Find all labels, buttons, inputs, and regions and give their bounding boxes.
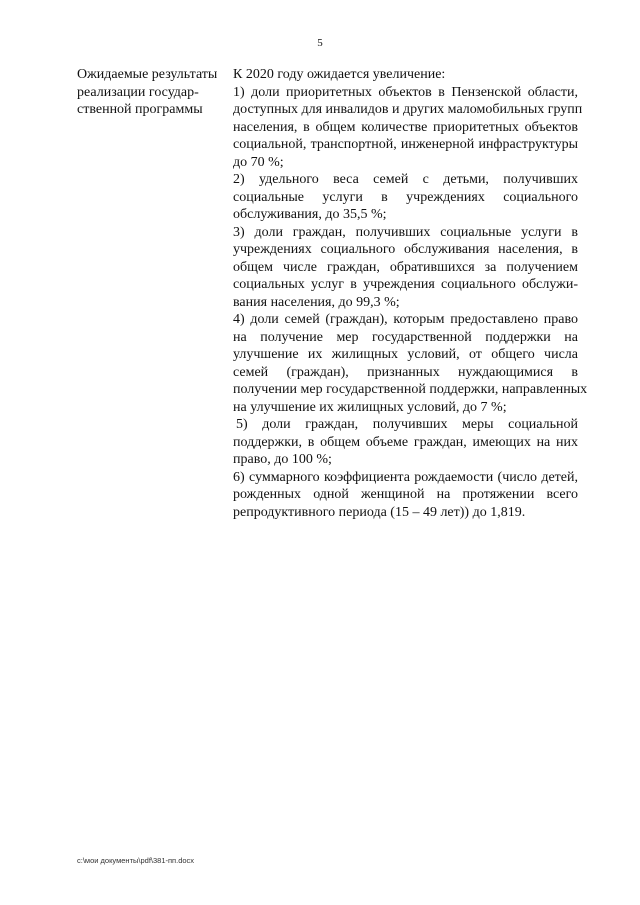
item-5-line: поддержки, в общем объеме граждан, имеющих на них bbox=[233, 434, 578, 450]
footer-file-path: c:\мои документы\pdf\381-пп.docx bbox=[77, 856, 195, 865]
item-2-line: 2) удельного веса семей с детьми, получивших bbox=[233, 172, 578, 187]
row-label-line: реализации государ- bbox=[77, 84, 199, 100]
item-3-line: социальных услуг в учреждения социального обслужи- bbox=[233, 277, 578, 292]
item-3-line: учреждениях социального обслуживания населения, в bbox=[233, 242, 578, 257]
row-label-line: Ожидаемые результаты bbox=[77, 67, 218, 82]
page-number: 5 bbox=[317, 37, 323, 49]
item-1-line: доступных для инвалидов и других маломобильных групп bbox=[233, 102, 583, 117]
item-4-line: семей (граждан), признанных нуждающимися в bbox=[233, 364, 578, 380]
item-1-line: до 70 %; bbox=[233, 154, 284, 170]
item-4-line: 4) доли семей (граждан), которым предоставлено право bbox=[233, 312, 578, 327]
item-6-line: 6) суммарного коэффициента рождаемости (число детей, bbox=[233, 469, 578, 485]
item-4-line: улучшение их жилищных условий, от общего числа bbox=[233, 347, 578, 362]
item-1-line: населения, в общем количестве приоритетных объектов bbox=[233, 119, 578, 135]
item-2-line: обслуживания, до 35,5 %; bbox=[233, 207, 387, 222]
item-4-line: на получение мер государственной поддержки на bbox=[233, 329, 578, 345]
item-3-line: 3) доли граждан, получивших социальные услуги в bbox=[233, 224, 578, 240]
item-3-line: вания населения, до 99,3 %; bbox=[233, 294, 400, 310]
item-1-line: 1) доли приоритетных объектов в Пензенской области, bbox=[233, 84, 578, 100]
row-content bbox=[233, 66, 588, 521]
item-4-line: получении мер государственной поддержки, направленных bbox=[233, 382, 588, 397]
row-label-line: ственной программы bbox=[77, 102, 203, 117]
item-6-line: репродуктивного периода (15 – 49 лет)) до 1,819. bbox=[233, 504, 526, 520]
row-label bbox=[77, 66, 222, 119]
item-4-line: на улучшение их жилищных условий, до 7 %; bbox=[233, 399, 507, 415]
item-5-line: право, до 100 %; bbox=[233, 452, 332, 467]
item-1-line: социальной, транспортной, инженерной инфраструктуры bbox=[233, 137, 578, 152]
item-6-line: рожденных одной женщиной на протяжении всего bbox=[233, 487, 578, 502]
item-3-line: общем числе граждан, обратившихся за получением bbox=[233, 259, 578, 275]
intro-line: К 2020 году ожидается увеличение: bbox=[233, 67, 446, 82]
item-5-line: 5) доли граждан, получивших меры социальной bbox=[236, 417, 578, 432]
item-2-line: социальные услуги в учреждениях социального bbox=[233, 189, 578, 205]
